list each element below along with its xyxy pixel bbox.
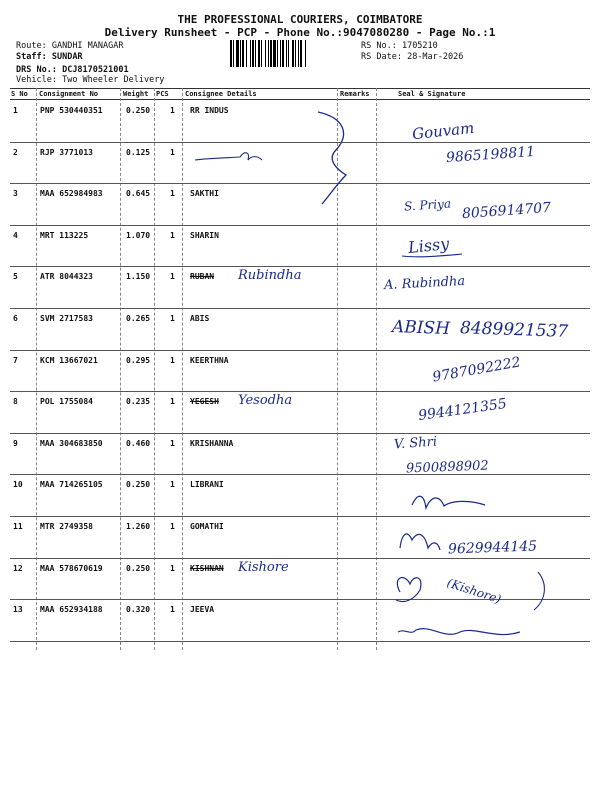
row-handwritten-name: Rubindha	[238, 268, 302, 284]
row-pcs: 1	[170, 522, 175, 531]
row-consignee: SAKTHI	[190, 189, 219, 199]
row-consignee: YEGESH	[190, 397, 219, 407]
staff-field: Staff: SUNDAR	[16, 52, 83, 62]
row-handwritten-name: Yesodha	[238, 393, 293, 409]
row-consignment-no: MRT 113225	[40, 230, 89, 240]
col-consignment: Consignment No	[39, 90, 99, 98]
row-pcs: 1	[170, 147, 175, 157]
vehicle-field: Vehicle: Two Wheeler Delivery	[16, 75, 165, 85]
row-weight: 1.070	[126, 230, 151, 240]
row-pcs: 1	[170, 397, 175, 407]
row-consignment-no: MAA 652984983	[40, 189, 103, 199]
row-sno: 13	[13, 605, 23, 615]
row-consignee: KEERTHNA	[190, 355, 229, 365]
row-pcs: 1	[170, 314, 175, 323]
row-signature: (Kishore)	[445, 575, 503, 607]
row-weight: 0.250	[126, 106, 151, 115]
row-consignee: RR INDUS	[190, 106, 229, 115]
row-sno: 4	[13, 230, 18, 240]
row-sno: 2	[13, 147, 18, 157]
row-consignment-no: SVM 2717583	[40, 314, 93, 323]
row-consignee: LIBRANI	[190, 480, 224, 490]
col-weight: Weight	[123, 90, 149, 98]
row-pcs: 1	[170, 189, 175, 199]
row-weight: 0.125	[126, 147, 151, 157]
row11-signature-scribble	[400, 534, 440, 550]
row-pcs: 1	[170, 230, 175, 240]
row-sno: 3	[13, 189, 18, 199]
row-sno: 10	[13, 480, 23, 490]
row-pcs: 1	[170, 480, 175, 490]
row-consignee: GOMATHI	[190, 522, 224, 531]
row-consignee: KISHNAN	[190, 563, 224, 573]
row-weight: 0.250	[126, 480, 151, 490]
row10-signature-scribble	[412, 496, 485, 508]
row13-signature-scribble	[398, 629, 520, 635]
row-consignment-no: PNP 530440351	[40, 106, 103, 115]
rs-no-field: RS No.: 1705210	[361, 41, 438, 51]
row-signature: A. Rubindha	[383, 273, 466, 294]
row-consignment-no: MAA 578670619	[40, 563, 103, 573]
row-sno: 12	[13, 563, 23, 573]
row-weight: 0.265	[126, 314, 151, 323]
row2-initials-scribble	[195, 153, 262, 160]
row-consignee: JEEVA	[190, 605, 215, 615]
col-pcs: PCS	[156, 90, 169, 98]
row-handwritten-phone: 9944121355	[417, 395, 508, 425]
row-signature: S. Priya	[403, 196, 452, 214]
row-handwritten-phone: 8056914707	[461, 199, 552, 223]
col-sno: S No	[11, 90, 28, 98]
row-sno: 6	[13, 314, 18, 323]
row-weight: 0.295	[126, 355, 151, 365]
row-weight: 0.320	[126, 605, 151, 615]
row-consignee: RUBAN	[190, 272, 215, 282]
company-title: THE PROFESSIONAL COURIERS, COIMBATORE	[177, 13, 423, 26]
row-weight: 0.235	[126, 397, 151, 407]
row-pcs: 1	[170, 272, 175, 282]
brace-scribble	[318, 112, 346, 204]
row-signature: V. Shri	[393, 434, 438, 453]
col-seal-signature: Seal & Signature	[398, 90, 466, 98]
row-handwritten-phone: 9500898902	[405, 458, 489, 477]
rs-date-field: RS Date: 28-Mar-2026	[361, 52, 464, 62]
row-pcs: 1	[170, 355, 175, 365]
row-signature: Gouvam	[411, 118, 476, 144]
row-pcs: 1	[170, 605, 175, 615]
row-weight: 1.150	[126, 272, 151, 282]
row-handwritten-phone: 9787092222	[431, 354, 522, 386]
row-sno: 5	[13, 272, 18, 282]
row-signature: ABISH	[391, 316, 451, 340]
row-weight: 0.250	[126, 563, 151, 573]
drs-field: DRS No.: DCJ8170521001	[16, 65, 129, 75]
row-consignment-no: ATR 8044323	[40, 272, 93, 282]
row-consignment-no: MAA 304683850	[40, 438, 103, 448]
row-consignment-no: POL 1755084	[40, 397, 93, 407]
row-consignee: SHARIN	[190, 230, 219, 240]
row-weight: 0.460	[126, 438, 151, 448]
row-consignment-no: MTR 2749358	[40, 522, 93, 531]
row-consignment-no: KCM 13667021	[40, 355, 98, 365]
row-weight: 0.645	[126, 189, 151, 199]
runsheet-subtitle: Delivery Runsheet - PCP - Phone No.:9047080280 - Page No.:1	[104, 26, 496, 39]
col-remarks: Remarks	[340, 90, 370, 98]
row-handwritten-phone: 9865198811	[445, 143, 536, 167]
row-pcs: 1	[170, 438, 175, 448]
row4-signature-underline	[402, 254, 462, 257]
row-sno: 9	[13, 438, 18, 448]
row-sno: 1	[13, 106, 18, 115]
row-handwritten-phone: 8489921537	[459, 318, 569, 342]
row-consignee: KRISHANNA	[190, 438, 234, 448]
row-sno: 7	[13, 355, 18, 365]
row-consignment-no: MAA 714265105	[40, 480, 103, 490]
col-consignee: Consignee Details	[185, 90, 257, 98]
route-field: Route: GANDHI MANAGAR	[16, 41, 124, 51]
row-weight: 1.260	[126, 522, 151, 531]
row-consignment-no: RJP 3771013	[40, 147, 93, 157]
row12-signature-bracket	[534, 572, 544, 610]
row-pcs: 1	[170, 563, 175, 573]
row-sno: 11	[13, 522, 23, 531]
row-pcs: 1	[170, 106, 175, 115]
row-handwritten-name: Kishore	[238, 559, 289, 575]
row-handwritten-phone: 9629944145	[447, 538, 538, 558]
row-sno: 8	[13, 397, 18, 407]
row12-signature-scribble	[396, 578, 421, 602]
row-signature: Lissy	[407, 233, 451, 258]
row-consignee: ABIS	[190, 314, 210, 323]
row-consignment-no: MAA 652934188	[40, 605, 103, 615]
